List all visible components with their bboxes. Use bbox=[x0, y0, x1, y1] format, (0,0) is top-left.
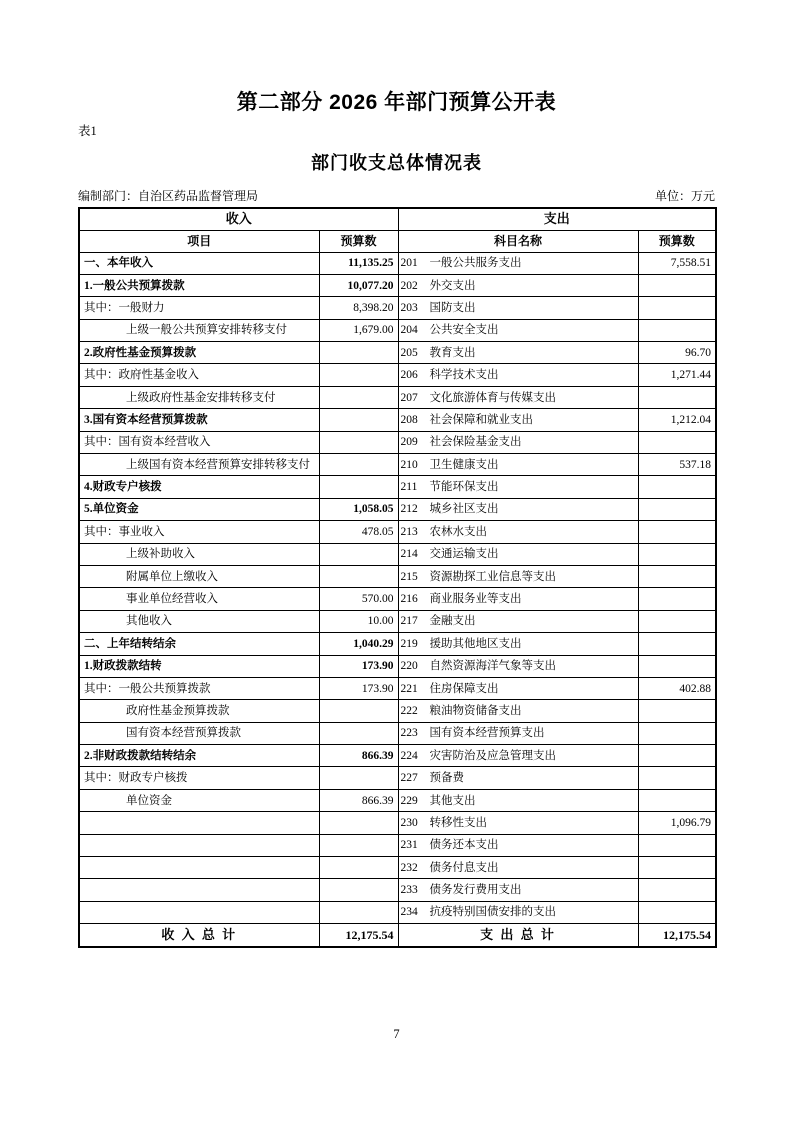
column-header-item: 项目 bbox=[79, 230, 319, 252]
income-value-cell: 173.90 bbox=[319, 655, 398, 677]
expense-name: 国防支出 bbox=[429, 301, 476, 314]
expense-value-cell bbox=[638, 610, 716, 632]
table-body bbox=[79, 252, 716, 924]
expense-code: 205 bbox=[400, 346, 418, 359]
expense-subject-cell bbox=[398, 342, 638, 364]
expense-name: 灾害防治及应急管理支出 bbox=[429, 749, 557, 762]
table-row bbox=[79, 745, 716, 767]
expense-name: 债务还本支出 bbox=[429, 839, 499, 852]
expense-value-cell bbox=[638, 319, 716, 341]
expense-value-cell bbox=[638, 633, 716, 655]
expense-code: 232 bbox=[400, 861, 418, 874]
income-value-cell bbox=[319, 901, 398, 923]
expense-value-cell bbox=[638, 431, 716, 453]
income-item-cell: 一、本年收入 bbox=[79, 252, 319, 274]
income-item-cell: 2.非财政拨款结转结余 bbox=[79, 745, 319, 767]
table-row bbox=[79, 588, 716, 610]
expense-value-cell bbox=[638, 498, 716, 520]
income-value-cell: 1,679.00 bbox=[319, 319, 398, 341]
table-row bbox=[79, 767, 716, 789]
income-value-cell: 1,058.05 bbox=[319, 498, 398, 520]
table-row bbox=[79, 409, 716, 431]
income-item-cell: 3.国有资本经营预算拨款 bbox=[79, 409, 319, 431]
expense-value-cell bbox=[638, 901, 716, 923]
expense-subject-cell bbox=[398, 274, 638, 296]
expense-name: 抗疫特别国债安排的支出 bbox=[429, 906, 557, 919]
table-row bbox=[79, 565, 716, 587]
expense-code: 223 bbox=[400, 727, 418, 740]
table-row bbox=[79, 476, 716, 498]
expense-value-cell bbox=[638, 655, 716, 677]
income-item-cell: 2.政府性基金预算拨款 bbox=[79, 342, 319, 364]
income-value-cell bbox=[319, 409, 398, 431]
expense-subject-cell bbox=[398, 610, 638, 632]
income-value-cell bbox=[319, 812, 398, 834]
expense-value-cell bbox=[638, 857, 716, 879]
expense-subject-cell bbox=[398, 543, 638, 565]
expense-value-cell bbox=[638, 834, 716, 856]
expense-subject-cell bbox=[398, 655, 638, 677]
table-row bbox=[79, 386, 716, 408]
table-footer bbox=[79, 924, 716, 947]
table-row bbox=[79, 655, 716, 677]
expense-name: 公共安全支出 bbox=[429, 324, 499, 337]
column-header-expense-budget: 预算数 bbox=[638, 230, 716, 252]
table-row bbox=[79, 364, 716, 386]
income-item-cell: 其中：一般公共预算拨款 bbox=[79, 677, 319, 699]
expense-name: 节能环保支出 bbox=[429, 481, 499, 494]
expense-name: 社会保障和就业支出 bbox=[429, 413, 534, 426]
expense-name: 金融支出 bbox=[429, 615, 476, 628]
income-value-cell bbox=[319, 364, 398, 386]
expense-subject-cell bbox=[398, 386, 638, 408]
expense-value-cell bbox=[638, 521, 716, 543]
expense-value-cell bbox=[638, 767, 716, 789]
income-item-cell: 1.一般公共预算拨款 bbox=[79, 274, 319, 296]
income-item-cell: 附属单位上缴收入 bbox=[79, 565, 319, 587]
expense-code: 222 bbox=[400, 704, 418, 717]
expense-code: 202 bbox=[400, 279, 418, 292]
expense-code: 219 bbox=[400, 637, 418, 650]
expense-code: 215 bbox=[400, 570, 418, 583]
expense-subject-cell bbox=[398, 722, 638, 744]
expense-subject-cell bbox=[398, 834, 638, 856]
expense-name: 城乡社区支出 bbox=[429, 503, 499, 516]
expense-name: 粮油物资储备支出 bbox=[429, 704, 522, 717]
budget-summary-table bbox=[78, 207, 717, 948]
expense-subject-cell bbox=[398, 521, 638, 543]
income-value-cell bbox=[319, 700, 398, 722]
income-item-cell bbox=[79, 834, 319, 856]
expense-name: 社会保险基金支出 bbox=[429, 436, 522, 449]
income-value-cell bbox=[319, 857, 398, 879]
expense-code: 227 bbox=[400, 772, 418, 785]
expense-code: 212 bbox=[400, 503, 418, 516]
expense-code: 220 bbox=[400, 660, 418, 673]
income-value-cell bbox=[319, 565, 398, 587]
expense-code: 204 bbox=[400, 324, 418, 337]
expense-name: 援助其他地区支出 bbox=[429, 637, 522, 650]
table-row bbox=[79, 879, 716, 901]
income-value-cell: 10.00 bbox=[319, 610, 398, 632]
expense-name: 转移性支出 bbox=[429, 816, 488, 829]
expense-value-cell bbox=[638, 700, 716, 722]
expense-subject-cell bbox=[398, 745, 638, 767]
table-header bbox=[79, 208, 716, 252]
income-value-cell: 1,040.29 bbox=[319, 633, 398, 655]
expense-subject-cell bbox=[398, 297, 638, 319]
expense-code: 206 bbox=[400, 369, 418, 382]
table-title: 部门收支总体情况表 bbox=[311, 153, 482, 173]
table-row bbox=[79, 297, 716, 319]
income-value-cell bbox=[319, 386, 398, 408]
expense-name: 外交支出 bbox=[429, 279, 476, 292]
table-number-label: 表1 bbox=[78, 124, 97, 138]
table-row bbox=[79, 319, 716, 341]
income-value-cell: 10,077.20 bbox=[319, 274, 398, 296]
income-item-cell: 其中：政府性基金收入 bbox=[79, 364, 319, 386]
expense-subject-cell bbox=[398, 879, 638, 901]
expense-total-value: 12,175.54 bbox=[638, 924, 716, 947]
expense-subject-cell bbox=[398, 252, 638, 274]
prepared-by-label: 编制部门：自治区药品监督管理局 bbox=[78, 189, 259, 203]
income-item-cell: 其中：一般财力 bbox=[79, 297, 319, 319]
expense-code: 213 bbox=[400, 525, 418, 538]
expense-value-cell bbox=[638, 588, 716, 610]
expense-name: 其他支出 bbox=[429, 794, 476, 807]
expense-value-cell bbox=[638, 789, 716, 811]
expense-name: 一般公共服务支出 bbox=[429, 257, 522, 270]
income-item-cell: 其中：财政专户核拨 bbox=[79, 767, 319, 789]
income-item-cell: 单位资金 bbox=[79, 789, 319, 811]
expense-subject-cell bbox=[398, 633, 638, 655]
expense-subject-cell bbox=[398, 700, 638, 722]
income-item-cell: 其中：国有资本经营收入 bbox=[79, 431, 319, 453]
expense-value-cell bbox=[638, 543, 716, 565]
income-value-cell bbox=[319, 767, 398, 789]
expense-code: 230 bbox=[400, 816, 418, 829]
income-item-cell: 国有资本经营预算拨款 bbox=[79, 722, 319, 744]
expense-subject-cell bbox=[398, 364, 638, 386]
expense-subject-cell bbox=[398, 767, 638, 789]
expense-name: 卫生健康支出 bbox=[429, 458, 499, 471]
expense-code: 210 bbox=[400, 458, 418, 471]
expense-subject-cell bbox=[398, 677, 638, 699]
expense-code: 214 bbox=[400, 548, 418, 561]
income-value-cell: 11,135.25 bbox=[319, 252, 398, 274]
expense-total-label: 支 出 总 计 bbox=[398, 924, 638, 947]
expense-name: 农林水支出 bbox=[429, 525, 488, 538]
income-item-cell: 上级补助收入 bbox=[79, 543, 319, 565]
expense-value-cell bbox=[638, 386, 716, 408]
table-row bbox=[79, 901, 716, 923]
income-item-cell: 上级政府性基金安排转移支付 bbox=[79, 386, 319, 408]
expense-name: 国有资本经营预算支出 bbox=[429, 727, 545, 740]
expense-value-cell: 402.88 bbox=[638, 677, 716, 699]
expense-code: 221 bbox=[400, 682, 418, 695]
page-number: 7 bbox=[393, 1027, 400, 1041]
table-row bbox=[79, 700, 716, 722]
expense-value-cell bbox=[638, 297, 716, 319]
expense-code: 224 bbox=[400, 749, 418, 762]
expense-value-cell: 1,096.79 bbox=[638, 812, 716, 834]
expense-subject-cell bbox=[398, 409, 638, 431]
expense-name: 预备费 bbox=[429, 772, 465, 785]
expense-value-cell bbox=[638, 274, 716, 296]
income-item-cell: 5.单位资金 bbox=[79, 498, 319, 520]
income-total-value: 12,175.54 bbox=[319, 924, 398, 947]
income-item-cell: 政府性基金预算拨款 bbox=[79, 700, 319, 722]
income-value-cell: 478.05 bbox=[319, 521, 398, 543]
income-item-cell bbox=[79, 901, 319, 923]
expense-code: 231 bbox=[400, 839, 418, 852]
expense-value-cell bbox=[638, 476, 716, 498]
expense-value-cell: 96.70 bbox=[638, 342, 716, 364]
income-value-cell bbox=[319, 722, 398, 744]
income-section-header: 收入 bbox=[79, 208, 398, 230]
expense-code: 203 bbox=[400, 301, 418, 314]
expense-subject-cell bbox=[398, 857, 638, 879]
table-row bbox=[79, 498, 716, 520]
income-value-cell bbox=[319, 454, 398, 476]
expense-subject-cell bbox=[398, 565, 638, 587]
income-item-cell bbox=[79, 879, 319, 901]
column-header-row bbox=[79, 230, 716, 252]
table-row bbox=[79, 274, 716, 296]
expense-value-cell bbox=[638, 565, 716, 587]
expense-name: 教育支出 bbox=[429, 346, 476, 359]
column-header-subject: 科目名称 bbox=[398, 230, 638, 252]
income-item-cell: 其中：事业收入 bbox=[79, 521, 319, 543]
table-row bbox=[79, 342, 716, 364]
expense-code: 207 bbox=[400, 391, 418, 404]
table-row bbox=[79, 812, 716, 834]
total-row bbox=[79, 924, 716, 947]
table-row bbox=[79, 454, 716, 476]
expense-code: 233 bbox=[400, 884, 418, 897]
expense-subject-cell bbox=[398, 588, 638, 610]
table-row bbox=[79, 722, 716, 744]
table-row bbox=[79, 857, 716, 879]
expense-value-cell: 1,212.04 bbox=[638, 409, 716, 431]
income-item-cell: 4.财政专户核拨 bbox=[79, 476, 319, 498]
expense-name: 文化旅游体育与传媒支出 bbox=[429, 391, 557, 404]
expense-name: 债务付息支出 bbox=[429, 861, 499, 874]
income-value-cell: 866.39 bbox=[319, 789, 398, 811]
income-value-cell: 866.39 bbox=[319, 745, 398, 767]
income-item-cell: 1.财政拨款结转 bbox=[79, 655, 319, 677]
expense-name: 交通运输支出 bbox=[429, 548, 499, 561]
income-value-cell bbox=[319, 879, 398, 901]
income-value-cell bbox=[319, 342, 398, 364]
expense-name: 商业服务业等支出 bbox=[429, 593, 522, 606]
expense-subject-cell bbox=[398, 454, 638, 476]
income-item-cell: 二、上年结转结余 bbox=[79, 633, 319, 655]
income-value-cell bbox=[319, 543, 398, 565]
expense-value-cell: 537.18 bbox=[638, 454, 716, 476]
income-item-cell: 上级国有资本经营预算安排转移支付 bbox=[79, 454, 319, 476]
expense-code: 234 bbox=[400, 906, 418, 919]
income-item-cell: 其他收入 bbox=[79, 610, 319, 632]
table-row bbox=[79, 610, 716, 632]
table-row bbox=[79, 543, 716, 565]
expense-section-header: 支出 bbox=[398, 208, 716, 230]
expense-subject-cell bbox=[398, 812, 638, 834]
expense-name: 自然资源海洋气象等支出 bbox=[429, 660, 557, 673]
expense-name: 住房保障支出 bbox=[429, 682, 499, 695]
table-row bbox=[79, 677, 716, 699]
expense-code: 217 bbox=[400, 615, 418, 628]
expense-value-cell bbox=[638, 745, 716, 767]
income-item-cell: 事业单位经营收入 bbox=[79, 588, 319, 610]
income-value-cell bbox=[319, 834, 398, 856]
expense-code: 216 bbox=[400, 593, 418, 606]
section-header-row bbox=[79, 208, 716, 230]
income-value-cell: 570.00 bbox=[319, 588, 398, 610]
expense-name: 资源勘探工业信息等支出 bbox=[429, 570, 557, 583]
page-title: 第二部分 2026 年部门预算公开表 bbox=[236, 91, 557, 114]
expense-value-cell: 1,271.44 bbox=[638, 364, 716, 386]
income-value-cell: 173.90 bbox=[319, 677, 398, 699]
expense-value-cell bbox=[638, 722, 716, 744]
expense-code: 209 bbox=[400, 436, 418, 449]
expense-value-cell: 7,558.51 bbox=[638, 252, 716, 274]
table-row bbox=[79, 521, 716, 543]
expense-code: 208 bbox=[400, 413, 418, 426]
expense-subject-cell bbox=[398, 476, 638, 498]
expense-subject-cell bbox=[398, 901, 638, 923]
expense-subject-cell bbox=[398, 431, 638, 453]
expense-code: 229 bbox=[400, 794, 418, 807]
table-row bbox=[79, 789, 716, 811]
column-header-income-budget: 预算数 bbox=[319, 230, 398, 252]
income-total-label: 收 入 总 计 bbox=[79, 924, 319, 947]
expense-value-cell bbox=[638, 879, 716, 901]
expense-subject-cell bbox=[398, 319, 638, 341]
expense-name: 科学技术支出 bbox=[429, 369, 499, 382]
income-value-cell bbox=[319, 431, 398, 453]
table-meta-row bbox=[78, 187, 715, 204]
table-row bbox=[79, 633, 716, 655]
table-row bbox=[79, 834, 716, 856]
expense-code: 201 bbox=[400, 257, 418, 270]
income-value-cell: 8,398.20 bbox=[319, 297, 398, 319]
expense-subject-cell bbox=[398, 789, 638, 811]
income-item-cell bbox=[79, 812, 319, 834]
unit-label: 单位：万元 bbox=[654, 189, 715, 203]
expense-name: 债务发行费用支出 bbox=[429, 884, 522, 897]
income-item-cell bbox=[79, 857, 319, 879]
income-value-cell bbox=[319, 476, 398, 498]
expense-code: 211 bbox=[400, 481, 418, 494]
expense-subject-cell bbox=[398, 498, 638, 520]
table-row bbox=[79, 252, 716, 274]
income-item-cell: 上级一般公共预算安排转移支付 bbox=[79, 319, 319, 341]
table-row bbox=[79, 431, 716, 453]
